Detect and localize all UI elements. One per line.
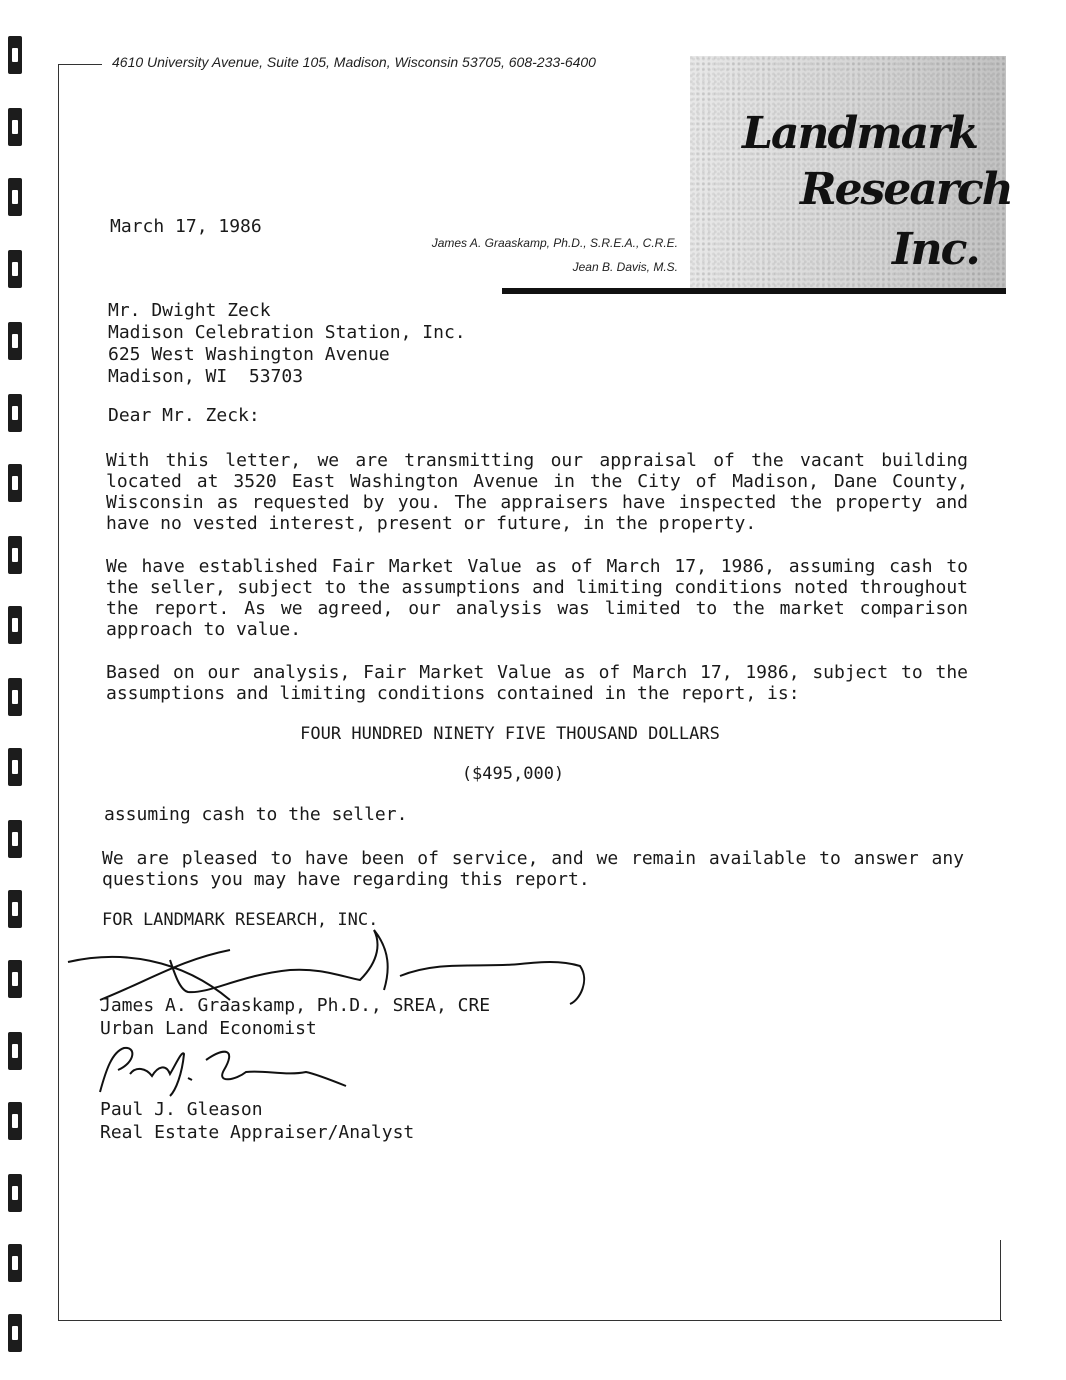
recipient-address-block <box>108 300 466 388</box>
frame-left-line <box>58 64 59 1320</box>
signatory-1-name: James A. Graaskamp, Ph.D., SREA, CRE <box>100 995 491 1016</box>
signatory-1-block <box>100 994 490 1040</box>
letter-date: March 17, 1986 <box>110 216 262 237</box>
binder-hole <box>8 606 22 644</box>
header-rule <box>502 288 1006 294</box>
binder-hole <box>8 820 22 858</box>
logo-line-3: Inc. <box>892 224 979 275</box>
logo-line-1: Landmark <box>742 108 977 159</box>
binder-hole <box>8 1032 22 1070</box>
salutation: Dear Mr. Zeck: <box>108 405 260 426</box>
frame-right-line <box>1000 1240 1001 1320</box>
binder-hole <box>8 536 22 574</box>
logo-line-2: Research <box>800 164 1012 215</box>
principal-name-1: James A. Graaskamp, Ph.D., S.R.E.A., C.R.E. <box>431 236 678 250</box>
signatory-2-name: Paul J. Gleason <box>100 1099 263 1120</box>
binder-hole <box>8 1102 22 1140</box>
signatory-2-title: Real Estate Appraiser/Analyst <box>100 1122 415 1143</box>
gleason-signature <box>96 1040 356 1100</box>
binder-hole <box>8 1174 22 1212</box>
recipient-street: 625 West Washington Avenue <box>108 344 390 365</box>
signatory-2-block <box>100 1098 414 1144</box>
letterhead-address: 4610 University Avenue, Suite 105, Madison, Wisconsin 53705, 608-233-6400 <box>112 54 596 70</box>
closing-line: FOR LANDMARK RESEARCH, INC. <box>102 910 379 930</box>
body-paragraph-1: With this letter, we are transmitting our appraisal of the vacant building located at 3520 East Washington Avenue in the City of Madison, Dane County, Wisconsin as requested by you. The appraisers have inspected the property and have no vested interest, present or future, in the property. <box>106 450 968 534</box>
binder-hole <box>8 108 22 146</box>
binder-hole <box>8 36 22 74</box>
binder-hole <box>8 890 22 928</box>
binder-hole <box>8 1244 22 1282</box>
value-in-numbers: ($495,000) <box>461 764 565 784</box>
binder-hole <box>8 678 22 716</box>
binder-hole <box>8 464 22 502</box>
binder-hole <box>8 250 22 288</box>
binder-hole <box>8 394 22 432</box>
value-in-words: FOUR HUNDRED NINETY FIVE THOUSAND DOLLARS <box>300 724 720 744</box>
binder-hole <box>8 1314 22 1352</box>
body-paragraph-3: Based on our analysis, Fair Market Value as of March 17, 1986, subject to the assumptions and limiting conditions contained in the report, is: <box>106 662 968 704</box>
recipient-city: Madison, WI 53703 <box>108 366 304 387</box>
recipient-name: Mr. Dwight Zeck <box>108 300 271 321</box>
binder-hole <box>8 322 22 360</box>
binder-hole <box>8 960 22 998</box>
frame-top-line <box>58 64 102 65</box>
signatory-1-title: Urban Land Economist <box>100 1018 317 1039</box>
recipient-company: Madison Celebration Station, Inc. <box>108 322 466 343</box>
company-logo <box>690 56 1012 288</box>
body-paragraph-4: We are pleased to have been of service, and we remain available to answer any questions you may have regarding this report. <box>102 848 964 890</box>
body-paragraph-2: We have established Fair Market Value as of March 17, 1986, assuming cash to the seller, subject to the assumptions and limiting conditions noted throughout the report. As we agreed, our analysis was limited to the market comparison approach to value. <box>106 556 968 640</box>
binder-hole <box>8 178 22 216</box>
principal-name-2: Jean B. Davis, M.S. <box>572 260 678 274</box>
assumption-line: assuming cash to the seller. <box>104 804 408 825</box>
binder-holes <box>8 30 24 1360</box>
frame-bottom-line <box>58 1320 1002 1321</box>
